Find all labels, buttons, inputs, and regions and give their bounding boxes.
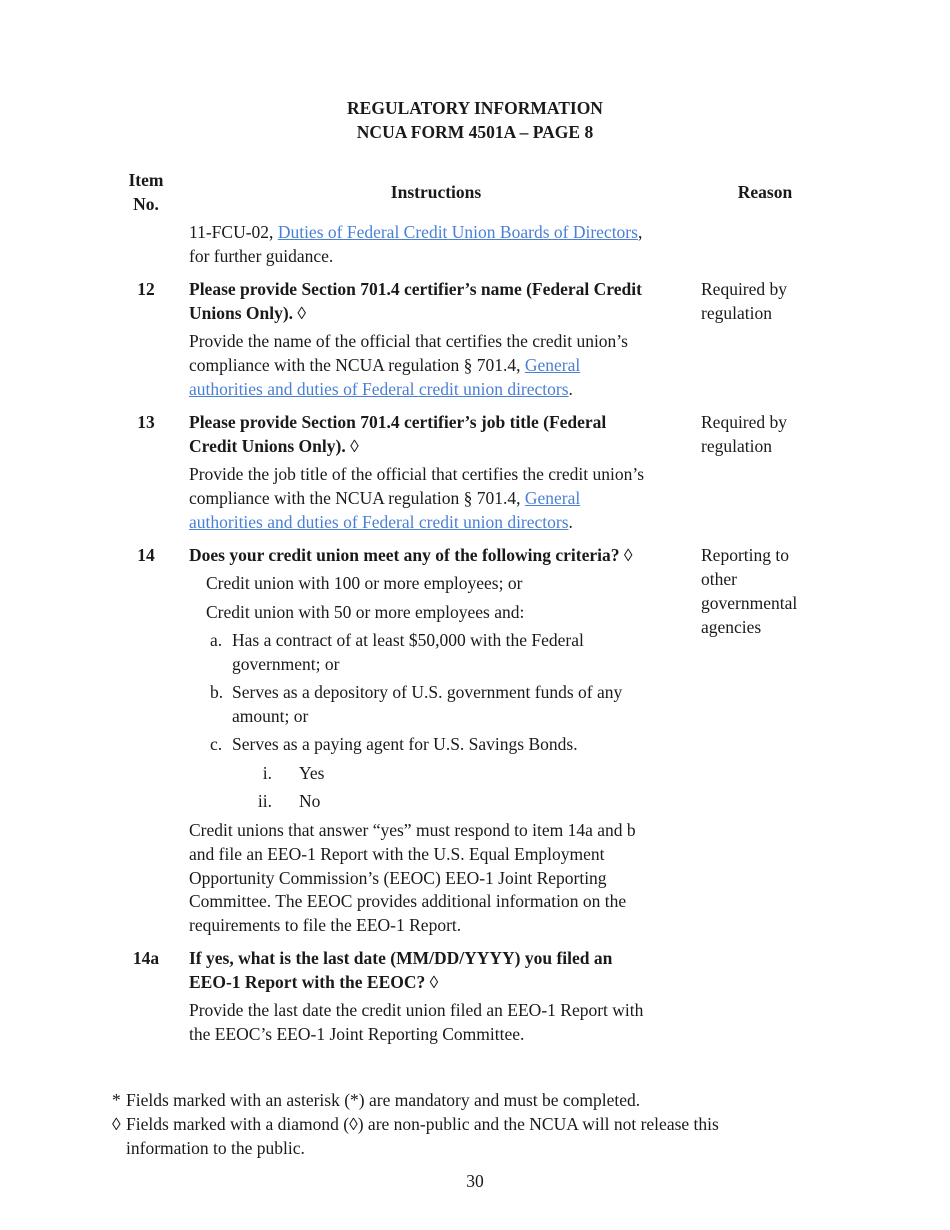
item-14-sub-c-line1: Serves as a paying agent for U.S. Savings Bonds.: [232, 734, 578, 754]
diamond-marker: ◊: [112, 1114, 121, 1134]
item-13-desc-prefix: compliance with the NCUA regulation § 701.4,: [189, 488, 525, 508]
item-14-paragraph-line3: Opportunity Commission’s (EEOC) EEO-1 Joint Reporting: [189, 868, 607, 888]
page-title-line2: NCUA FORM 4501A – PAGE 8: [356, 122, 594, 142]
item-12-desc-line2: [189, 353, 689, 377]
item-14-reason: [701, 543, 821, 639]
page-title-line1: REGULATORY INFORMATION: [347, 98, 603, 118]
page-number: 30: [466, 1171, 484, 1191]
item-13-desc-end: .: [568, 512, 573, 532]
item-14-reason-line2: other: [701, 569, 737, 589]
item-13-reason: [701, 410, 821, 458]
footnote-asterisk: [112, 1088, 812, 1112]
item-14-sub-a-line1: Has a contract of at least $50,000 with the Federal: [232, 630, 584, 650]
item-12-question-line1: Please provide Section 701.4 certifier’s name (Federal Credit: [189, 279, 642, 299]
item-14-paragraph-line5: requirements to file the EEO-1 Report.: [189, 915, 462, 935]
item-14a-number: 14a: [132, 948, 160, 968]
column-header-instructions: Instructions: [390, 182, 482, 202]
item-14-option-no-marker: ii.: [257, 791, 272, 811]
item-12-number: 12: [137, 279, 155, 299]
item-14-sub-b-marker: b.: [210, 682, 224, 702]
asterisk-marker: *: [112, 1090, 121, 1110]
item-12-general-link-part1[interactable]: General: [524, 355, 581, 375]
item-13-general-link-part1[interactable]: General: [524, 488, 581, 508]
item-14a-desc-line2: the EEOC’s EEO-1 Joint Reporting Committee.: [189, 1024, 525, 1044]
item-14-sub-a-line2: government; or: [232, 654, 340, 674]
item-14-reason-line4: agencies: [701, 617, 762, 637]
item-14-criterion-2: Credit union with 50 or more employees and:: [206, 602, 525, 622]
footnote-diamond-line2: information to the public.: [126, 1138, 305, 1158]
continuation-suffix: ,: [637, 222, 643, 242]
item-14a-question-line1: If yes, what is the last date (MM/DD/YYYY) you filed an: [189, 948, 613, 968]
item-13-reason-line1: Required by: [701, 412, 788, 432]
item-14-reason-line3: governmental: [701, 593, 798, 613]
column-header-reason: Reason: [737, 182, 793, 202]
item-13-question-line2: Credit Unions Only). ◊: [189, 436, 359, 456]
item-13-number: 13: [137, 412, 155, 432]
item-14-sub-c-marker: c.: [210, 734, 223, 754]
item-14-option-yes-marker: i.: [262, 763, 272, 783]
item-14-paragraph-line1: Credit unions that answer “yes” must respond to item 14a and b: [189, 820, 636, 840]
footnote-asterisk-text: Fields marked with an asterisk (*) are mandatory and must be completed.: [126, 1090, 641, 1110]
item-12-desc-prefix: compliance with the NCUA regulation § 701.4,: [189, 355, 525, 375]
footnote-diamond: [112, 1112, 812, 1136]
item-14-sub-a-marker: a.: [210, 630, 223, 650]
item-14-option-yes: Yes: [299, 763, 325, 783]
item-14a-question-line2: EEO-1 Report with the EEOC? ◊: [189, 972, 439, 992]
item-12-question-line2: Unions Only). ◊: [189, 303, 307, 323]
item-13-desc-line2: [189, 486, 689, 510]
item-14-sub-b-line1: Serves as a depository of U.S. government funds of any: [232, 682, 623, 702]
item-14-paragraph-line4: Committee. The EEOC provides additional information on the: [189, 891, 627, 911]
item-14-option-no: No: [299, 791, 321, 811]
item-14-criterion-1: Credit union with 100 or more employees; or: [206, 573, 523, 593]
footnote-diamond-line1: Fields marked with a diamond (◊) are non-public and the NCUA will not release this: [126, 1114, 719, 1134]
item-13-general-link-part2[interactable]: authorities and duties of Federal credit union directors: [189, 512, 569, 532]
item-14-paragraph-line2: and file an EEO-1 Report with the U.S. Equal Employment: [189, 844, 605, 864]
item-13-desc-line1: Provide the job title of the official that certifies the credit union’s: [189, 464, 645, 484]
column-header-item-no-line1: Item: [128, 170, 164, 190]
item-12-desc-line1: Provide the name of the official that certifies the credit union’s: [189, 331, 628, 351]
item-12-reason-line1: Required by: [701, 279, 788, 299]
item-13-desc-line3: [189, 510, 689, 534]
item-14-number: 14: [137, 545, 155, 565]
continuation-line1: [189, 220, 689, 244]
column-header-item-no-line2: No.: [133, 194, 159, 214]
item-14-question: Does your credit union meet any of the following criteria? ◊: [189, 545, 633, 565]
item-14-reason-line1: Reporting to: [701, 545, 789, 565]
item-12-reason-line2: regulation: [701, 303, 772, 323]
item-12-desc-end: .: [568, 379, 573, 399]
continuation-prefix: 11-FCU-02,: [189, 222, 278, 242]
column-header-item-no: [121, 168, 171, 216]
duties-boards-link[interactable]: Duties of Federal Credit Union Boards of Directors: [277, 222, 638, 242]
item-12-desc-line3: [189, 377, 689, 401]
item-12-reason: [701, 277, 821, 325]
item-12-general-link-part2[interactable]: authorities and duties of Federal credit union directors: [189, 379, 569, 399]
item-14a-desc-line1: Provide the last date the credit union filed an EEO-1 Report with: [189, 1000, 644, 1020]
item-13-question-line1: Please provide Section 701.4 certifier’s job title (Federal: [189, 412, 607, 432]
continuation-line2: for further guidance.: [189, 246, 334, 266]
item-14-sub-b-line2: amount; or: [232, 706, 309, 726]
item-13-reason-line2: regulation: [701, 436, 772, 456]
